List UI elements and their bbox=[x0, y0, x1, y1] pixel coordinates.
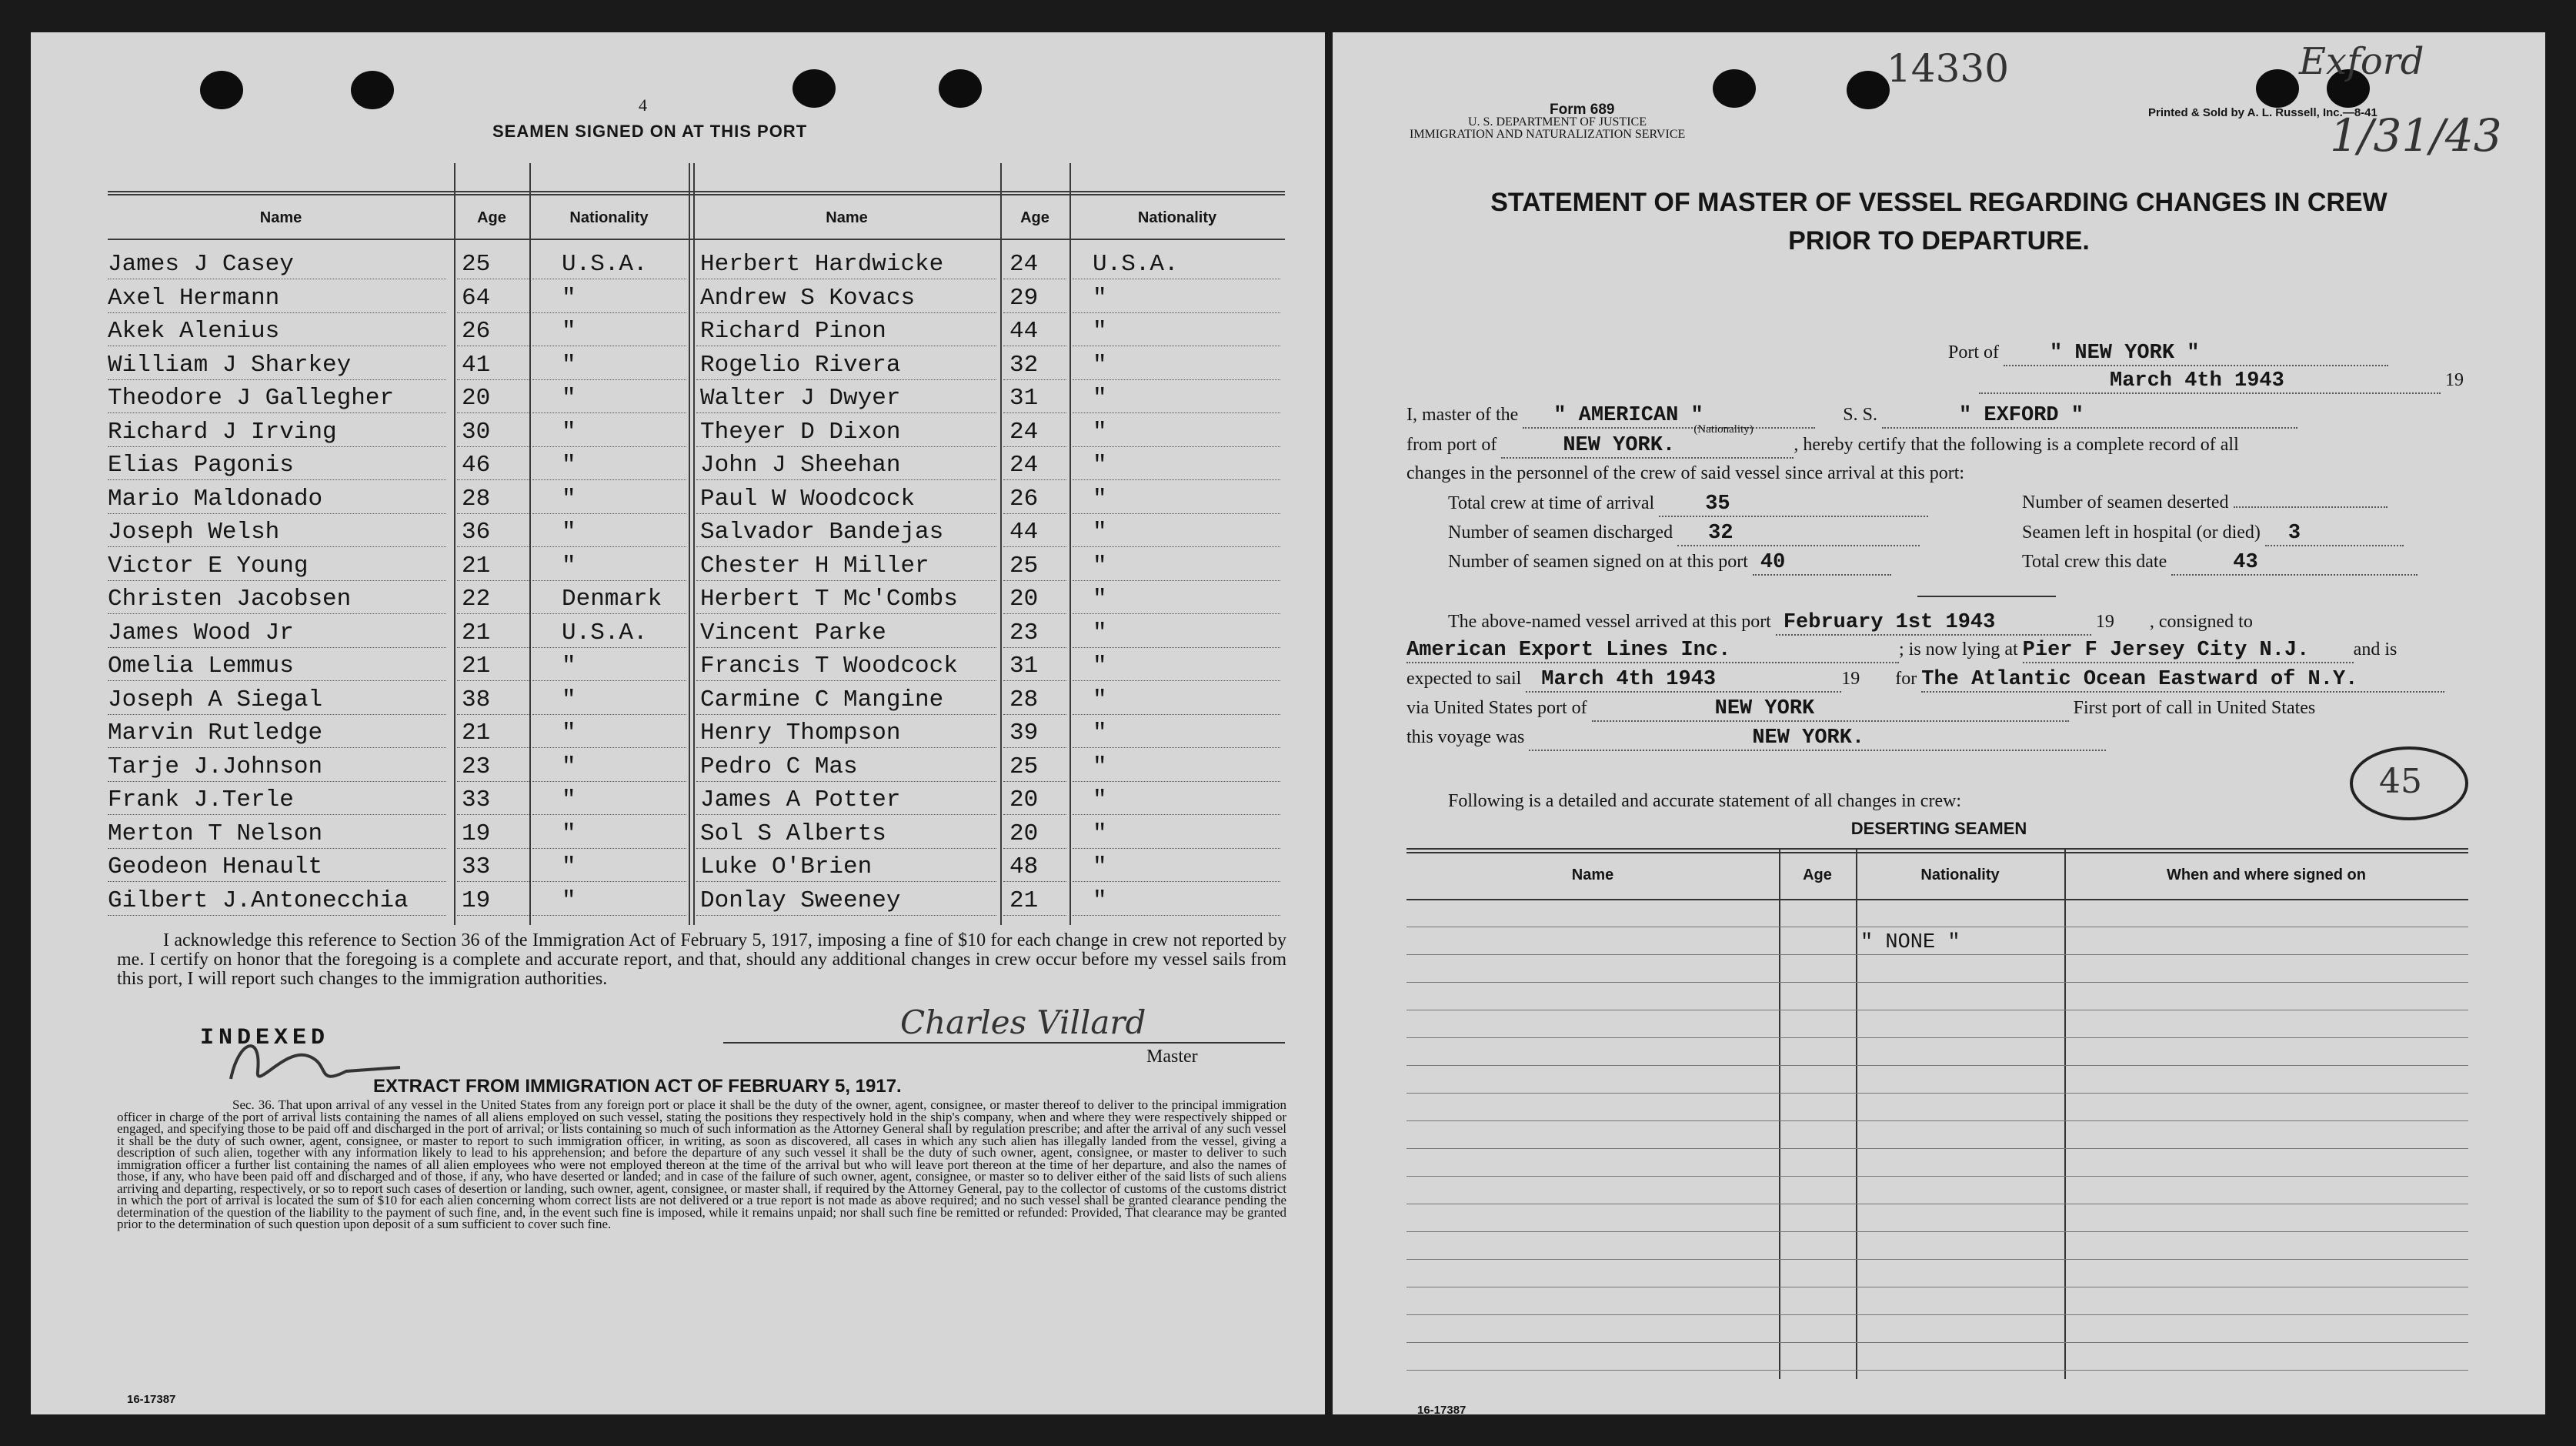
consignee-value: American Export Lines Inc. bbox=[1406, 639, 1899, 663]
crew-name: Chester H Miller bbox=[700, 552, 929, 579]
crew-nationality: " bbox=[1093, 318, 1107, 345]
crew-name: Herbert T Mc'Combs bbox=[700, 586, 958, 613]
table-rule bbox=[1406, 954, 2468, 955]
certify-text: , hereby certify that the following is a complete record of all bbox=[1794, 435, 2239, 455]
crew-nationality: " bbox=[1093, 586, 1107, 613]
crew-name: Francis T Woodcock bbox=[700, 653, 958, 680]
table-row bbox=[108, 447, 1285, 480]
and-is-label: and is bbox=[2353, 640, 2397, 660]
table-rule bbox=[1406, 982, 2468, 983]
row-underline bbox=[1003, 915, 1066, 916]
deserting-entry: " NONE " bbox=[1860, 931, 1960, 954]
table-row bbox=[108, 414, 1285, 447]
crew-age: 30 bbox=[462, 418, 491, 446]
table-row bbox=[108, 682, 1285, 715]
crew-nationality: " bbox=[562, 853, 576, 880]
table-row bbox=[108, 313, 1285, 346]
left-page bbox=[31, 32, 1325, 1414]
crew-nationality: " bbox=[562, 653, 576, 680]
printer-credit: Printed & Sold by A. L. Russell, Inc.—8-41 bbox=[2148, 106, 2377, 119]
from-port-text: NEW YORK. bbox=[1563, 434, 1676, 457]
crew-age: 28 bbox=[1009, 686, 1039, 713]
crew-name: Akek Alenius bbox=[108, 318, 280, 345]
crew-name: Merton T Nelson bbox=[108, 820, 323, 847]
form-code: 16-17387 bbox=[1417, 1404, 1467, 1414]
crew-age: 39 bbox=[1009, 720, 1039, 746]
table-row bbox=[108, 849, 1285, 882]
crew-nationality: " bbox=[1093, 887, 1107, 914]
table-row bbox=[108, 749, 1285, 782]
table-row bbox=[108, 548, 1285, 581]
crew-nationality: " bbox=[1093, 552, 1107, 579]
crew-nationality: " bbox=[1093, 485, 1107, 513]
table-row bbox=[108, 581, 1285, 614]
arrived-year-suffix: 19 bbox=[2095, 612, 2114, 632]
column-header: Age bbox=[477, 209, 506, 226]
crew-name: Frank J.Terle bbox=[108, 786, 294, 813]
crew-age: 33 bbox=[462, 853, 491, 880]
table-rule bbox=[1406, 1120, 2468, 1121]
crew-name: Richard J Irving bbox=[108, 418, 337, 446]
circled-number: 45 bbox=[2379, 762, 2422, 801]
column-header: When and where signed on bbox=[2167, 867, 2366, 883]
crew-name: Joseph A Siegal bbox=[108, 686, 323, 713]
date-value: March 4th 1943 bbox=[1979, 369, 2441, 394]
seamen-discharged-label: Number of seamen discharged bbox=[1448, 523, 1673, 543]
crew-age: 24 bbox=[1009, 251, 1039, 278]
form-number: Form 689 bbox=[1550, 102, 1615, 118]
crew-name: Theodore J Gallegher bbox=[108, 385, 395, 412]
column-header: Name bbox=[1571, 867, 1614, 883]
row-underline bbox=[108, 915, 446, 916]
seamen-discharged-value: 32 bbox=[1677, 522, 1920, 546]
voyage-value: NEW YORK. bbox=[1529, 726, 2106, 751]
crew-nationality: Denmark bbox=[562, 586, 662, 613]
crew-nationality: " bbox=[562, 786, 576, 813]
port-label: Port of bbox=[1948, 342, 1999, 362]
crew-nationality: " bbox=[562, 452, 576, 479]
crew-nationality: " bbox=[1093, 686, 1107, 713]
table-row bbox=[108, 280, 1285, 313]
crew-age: 21 bbox=[462, 619, 491, 646]
nationality-value: " AMERICAN " bbox=[1523, 404, 1815, 429]
punch-hole bbox=[939, 69, 982, 108]
crew-age: 25 bbox=[1009, 753, 1039, 780]
crew-name: Tarje J.Johnson bbox=[108, 753, 323, 780]
extract-title: EXTRACT FROM IMMIGRATION ACT OF FEBRUARY 5, 1917. bbox=[373, 1076, 902, 1097]
total-crew-today-value: 43 bbox=[2171, 551, 2418, 576]
crew-name: James A Potter bbox=[700, 786, 901, 813]
expected-year-suffix: 19 bbox=[1841, 669, 1860, 689]
expected-label: expected to sail bbox=[1406, 669, 1522, 689]
table-row bbox=[108, 782, 1285, 815]
table-row bbox=[108, 715, 1285, 748]
crew-age: 20 bbox=[1009, 586, 1039, 613]
crew-name: Carmine C Mangine bbox=[700, 686, 944, 713]
crew-age: 31 bbox=[1009, 653, 1039, 680]
crew-nationality: " bbox=[562, 820, 576, 847]
table-row bbox=[108, 615, 1285, 648]
table-rule bbox=[1406, 1342, 2468, 1343]
port-value: " NEW YORK " bbox=[2004, 342, 2388, 366]
crew-name: Pedro C Mas bbox=[700, 753, 858, 780]
crew-nationality: " bbox=[562, 720, 576, 746]
column-header: Name bbox=[259, 209, 302, 226]
for-label: for bbox=[1895, 669, 1917, 689]
crew-age: 26 bbox=[462, 318, 491, 345]
crew-name: John J Sheehan bbox=[700, 452, 901, 479]
crew-nationality: " bbox=[1093, 653, 1107, 680]
column-header: Name bbox=[826, 209, 868, 226]
page-number: 4 bbox=[639, 95, 647, 115]
handwritten-number: 14330 bbox=[1887, 46, 2010, 91]
crew-age: 33 bbox=[462, 786, 491, 813]
punch-hole bbox=[792, 69, 836, 108]
table-row bbox=[108, 816, 1285, 849]
punch-hole bbox=[1847, 71, 1890, 109]
crew-age: 38 bbox=[462, 686, 491, 713]
column-header: Nationality bbox=[569, 209, 649, 226]
crew-age: 26 bbox=[1009, 485, 1039, 513]
row-underline bbox=[532, 915, 686, 916]
total-crew-arrival-value: 35 bbox=[1659, 493, 1928, 517]
table-rule bbox=[1406, 1037, 2468, 1038]
crew-age: 21 bbox=[1009, 887, 1039, 914]
table-rule bbox=[1406, 1065, 2468, 1066]
crew-name: Richard Pinon bbox=[700, 318, 886, 345]
table-row bbox=[108, 514, 1285, 547]
column-header: Age bbox=[1803, 867, 1832, 883]
table-row bbox=[108, 481, 1285, 514]
column-header: Nationality bbox=[1137, 209, 1217, 226]
crew-age: 36 bbox=[462, 519, 491, 546]
indexed-stamp: INDEXED bbox=[200, 1025, 330, 1051]
first-port-label: First port of call in United States bbox=[2073, 698, 2316, 718]
crew-name: Marvin Rutledge bbox=[108, 720, 323, 746]
crew-nationality: " bbox=[562, 686, 576, 713]
via-value: NEW YORK bbox=[1592, 697, 2069, 722]
crew-name: Theyer D Dixon bbox=[700, 418, 901, 446]
column-header: Nationality bbox=[1920, 867, 2000, 883]
section-heading: SEAMEN SIGNED ON AT THIS PORT bbox=[492, 122, 808, 141]
punch-hole bbox=[2256, 69, 2299, 108]
crew-age: 20 bbox=[1009, 820, 1039, 847]
row-underline bbox=[1073, 915, 1280, 916]
table-rule bbox=[1406, 1259, 2468, 1260]
signed-on-label: Number of seamen signed on at this port bbox=[1448, 552, 1748, 572]
punch-hole bbox=[351, 71, 394, 109]
master-signature: Charles Villard bbox=[900, 1004, 1146, 1041]
crew-nationality: " bbox=[562, 385, 576, 412]
acknowledgment-text: I acknowledge this reference to Section 36 of the Immigration Act of February 5, 1917, imposing a fine of $10 for each change in crew not reported by me. I certify on honor that the foregoing is a complete and accurate report, and that, should any additional changes in crew occur before my vessel sails from this port, I will report such changes to the immigration authorities. bbox=[117, 930, 1286, 989]
seamen-hospital-value: 3 bbox=[2265, 522, 2404, 546]
handwritten-date: 1/31/43 bbox=[2330, 109, 2502, 162]
crew-nationality: U.S.A. bbox=[562, 251, 648, 278]
deserting-heading: DESERTING SEAMEN bbox=[1850, 819, 2027, 838]
separator-line bbox=[1917, 596, 2056, 597]
crew-nationality: " bbox=[562, 887, 576, 914]
crew-age: 21 bbox=[462, 653, 491, 680]
from-port-value bbox=[1501, 423, 1794, 459]
seamen-hospital-label: Seamen left in hospital (or died) bbox=[2022, 523, 2261, 543]
form-title: STATEMENT OF MASTER OF VESSEL REGARDING CHANGES IN CREW bbox=[1490, 188, 2387, 217]
crew-name: William J Sharkey bbox=[108, 351, 352, 379]
date-suffix: 19 bbox=[2445, 370, 2464, 390]
crew-name: Andrew S Kovacs bbox=[700, 284, 916, 312]
row-underline bbox=[457, 915, 529, 916]
crew-age: 21 bbox=[462, 552, 491, 579]
crew-nationality: " bbox=[562, 552, 576, 579]
crew-age: 29 bbox=[1009, 284, 1039, 312]
crew-age: 23 bbox=[462, 753, 491, 780]
arrived-value: February 1st 1943 bbox=[1776, 611, 2091, 636]
crew-age: 25 bbox=[462, 251, 491, 278]
crew-age: 23 bbox=[1009, 619, 1039, 646]
service-name: IMMIGRATION AND NATURALIZATION SERVICE bbox=[1410, 128, 1686, 141]
table-rule bbox=[1406, 1176, 2468, 1177]
crew-name: James J Casey bbox=[108, 251, 294, 278]
consigned-label: , consigned to bbox=[2149, 612, 2253, 632]
crew-nationality: " bbox=[562, 318, 576, 345]
crew-name: Rogelio Rivera bbox=[700, 351, 901, 379]
crew-name: Victor E Young bbox=[108, 552, 309, 579]
crew-age: 32 bbox=[1009, 351, 1039, 379]
total-crew-arrival-label: Total crew at time of arrival bbox=[1448, 493, 1655, 513]
crew-nationality: U.S.A. bbox=[562, 619, 648, 646]
total-crew-today-label: Total crew this date bbox=[2022, 552, 2167, 572]
table-rule bbox=[1406, 1148, 2468, 1149]
extract-text: Sec. 36. That upon arrival of any vessel in the United States from any foreign port or place it shall be the duty of the owner, agent, consignee, or master thereof to deliver to the principal immigration officer in charge of the port of arrival lists containing the names of all aliens employed on such vessel, stating the positions they respectively hold in the ship's company, when and where they were respectively shipped or engaged, and specifying those to be paid off and discharged in the port of arrival; or lists containing so much of such information as the Attorney General shall by regulation prescribe; and after the arrival of any such vessel it shall be the duty of such owner, agent, consignee, or master to report to such immigration officer, in writing, as soon as discovered, all cases in which any such alien has illegally landed from the vessel, giving a description of such alien, together with any information likely to lead to his apprehension; and before the departure of any such vessel it shall be the duty of such owner, agent, consignee, or master to deliver to such immigration officer a further list containing the names of all alien employees who were not employed thereon at the time of the arrival but who will leave port thereon at the time of her departure, and also the names of those, if any, who have been paid off and discharged and of those, if any, who have deserted or landed; and in case of the failure of such owner, agent, consignee, or master so to deliver either of the said lists of such aliens arriving and departing, respectively, or so to report such cases of desertion or landing, such owner, agent, consignee, or master shall, if required by the Attorney General, pay to the collector of customs of the customs district in which the port of arrival is located the sum of $10 for each alien concerning whom correct lists are not delivered or a true report is not made as above required; and no such vessel shall be granted clearance pending the determination of the question of the liability to the payment of such fine, and, in the event such fine is imposed, while it remains unpaid; nor shall such fine be remitted or refunded: Provided, That clearance may be granted prior to the determination of such question upon deposit of a sum sufficient to cover such fine. bbox=[117, 1097, 1286, 1231]
lying-value: Pier F Jersey City N.J. bbox=[2023, 639, 2354, 663]
crew-name: Axel Hermann bbox=[108, 284, 280, 312]
row-underline bbox=[696, 915, 996, 916]
crew-nationality: " bbox=[1093, 720, 1107, 746]
department-name: U. S. DEPARTMENT OF JUSTICE bbox=[1468, 115, 1647, 129]
crew-nationality: " bbox=[562, 284, 576, 312]
seamen-deserted-label: Number of seamen deserted bbox=[2022, 493, 2229, 513]
crew-name: Walter J Dwyer bbox=[700, 385, 901, 412]
table-rule bbox=[1406, 1093, 2468, 1094]
table-rule bbox=[1406, 1314, 2468, 1315]
table-row bbox=[108, 883, 1285, 916]
crew-name: Elias Pagonis bbox=[108, 452, 294, 479]
crew-nationality: " bbox=[1093, 619, 1107, 646]
crew-nationality: " bbox=[562, 351, 576, 379]
crew-age: 22 bbox=[462, 586, 491, 613]
crew-age: 24 bbox=[1009, 418, 1039, 446]
crew-nationality: " bbox=[562, 753, 576, 780]
nationality-caption: (Nationality) bbox=[1693, 423, 1753, 436]
crew-age: 31 bbox=[1009, 385, 1039, 412]
crew-nationality: " bbox=[1093, 284, 1107, 312]
from-port-label: from port of bbox=[1406, 435, 1497, 455]
signed-on-value: 40 bbox=[1753, 551, 1891, 576]
changes-text: changes in the personnel of the crew of said vessel since arrival at this port: bbox=[1406, 463, 1965, 483]
crew-age: 20 bbox=[462, 385, 491, 412]
crew-nationality: " bbox=[1093, 753, 1107, 780]
crew-nationality: " bbox=[562, 418, 576, 446]
crew-nationality: " bbox=[1093, 853, 1107, 880]
crew-name: James Wood Jr bbox=[108, 619, 294, 646]
punch-hole bbox=[1713, 69, 1756, 108]
crew-nationality: U.S.A. bbox=[1093, 251, 1179, 278]
crew-nationality: " bbox=[1093, 418, 1107, 446]
crew-name: Sol S Alberts bbox=[700, 820, 886, 847]
crew-name: Paul W Woodcock bbox=[700, 485, 916, 513]
ss-label: S. S. bbox=[1843, 405, 1877, 425]
form-subtitle: PRIOR TO DEPARTURE. bbox=[1788, 226, 2090, 255]
crew-nationality: " bbox=[1093, 452, 1107, 479]
lying-label: ; is now lying at bbox=[1899, 640, 2018, 660]
crew-name: Henry Thompson bbox=[700, 720, 901, 746]
crew-age: 20 bbox=[1009, 786, 1039, 813]
crew-age: 64 bbox=[462, 284, 491, 312]
table-rule bbox=[1406, 1370, 2468, 1371]
master-of-label: I, master of the bbox=[1406, 405, 1519, 425]
crew-age: 19 bbox=[462, 820, 491, 847]
crew-nationality: " bbox=[562, 485, 576, 513]
crew-name: Herbert Hardwicke bbox=[700, 251, 944, 278]
crew-name: Vincent Parke bbox=[700, 619, 886, 646]
crew-nationality: " bbox=[1093, 385, 1107, 412]
handwritten-ship-name: Exford bbox=[2299, 40, 2424, 83]
crew-name: Omelia Lemmus bbox=[108, 653, 294, 680]
crew-age: 41 bbox=[462, 351, 491, 379]
crew-age: 44 bbox=[1009, 318, 1039, 345]
crew-nationality: " bbox=[1093, 786, 1107, 813]
seamen-deserted-value bbox=[2234, 506, 2387, 508]
crew-name: Geodeon Henault bbox=[108, 853, 323, 880]
crew-age: 28 bbox=[462, 485, 491, 513]
crew-age: 24 bbox=[1009, 452, 1039, 479]
crew-name: Mario Maldonado bbox=[108, 485, 323, 513]
ship-name-value: " EXFORD " bbox=[1882, 404, 2297, 429]
crew-nationality: " bbox=[562, 519, 576, 546]
crew-name: Christen Jacobsen bbox=[108, 586, 352, 613]
right-page bbox=[1333, 32, 2545, 1414]
table-row bbox=[108, 347, 1285, 380]
crew-name: Joseph Welsh bbox=[108, 519, 280, 546]
column-header: Age bbox=[1020, 209, 1049, 226]
crew-name: Donlay Sweeney bbox=[700, 887, 901, 914]
crew-age: 19 bbox=[462, 887, 491, 914]
crew-nationality: " bbox=[1093, 351, 1107, 379]
crew-name: Gilbert J.Antonecchia bbox=[108, 887, 409, 914]
crew-age: 46 bbox=[462, 452, 491, 479]
crew-table bbox=[108, 163, 1285, 925]
table-row bbox=[108, 380, 1285, 413]
crew-age: 44 bbox=[1009, 519, 1039, 546]
deserting-seamen-table bbox=[1406, 848, 2468, 1379]
form-code: 16-17387 bbox=[127, 1393, 176, 1406]
crew-name: Luke O'Brien bbox=[700, 853, 873, 880]
via-label: via United States port of bbox=[1406, 698, 1587, 718]
crew-age: 21 bbox=[462, 720, 491, 746]
crew-name: Salvador Bandejas bbox=[700, 519, 944, 546]
master-label: Master bbox=[1146, 1047, 1198, 1067]
crew-age: 48 bbox=[1009, 853, 1039, 880]
voyage-label: this voyage was bbox=[1406, 727, 1525, 747]
expected-value: March 4th 1943 bbox=[1526, 668, 1841, 693]
table-row bbox=[108, 246, 1285, 279]
destination-value: The Atlantic Ocean Eastward of N.Y. bbox=[1921, 668, 2444, 693]
crew-age: 25 bbox=[1009, 552, 1039, 579]
table-row bbox=[108, 648, 1285, 681]
following-text: Following is a detailed and accurate statement of all changes in crew: bbox=[1448, 791, 1962, 811]
signature-line bbox=[723, 1042, 1285, 1044]
table-rule bbox=[1406, 1231, 2468, 1232]
crew-nationality: " bbox=[1093, 519, 1107, 546]
arrived-label: The above-named vessel arrived at this port bbox=[1448, 612, 1771, 632]
punch-hole bbox=[200, 71, 243, 109]
crew-nationality: " bbox=[1093, 820, 1107, 847]
